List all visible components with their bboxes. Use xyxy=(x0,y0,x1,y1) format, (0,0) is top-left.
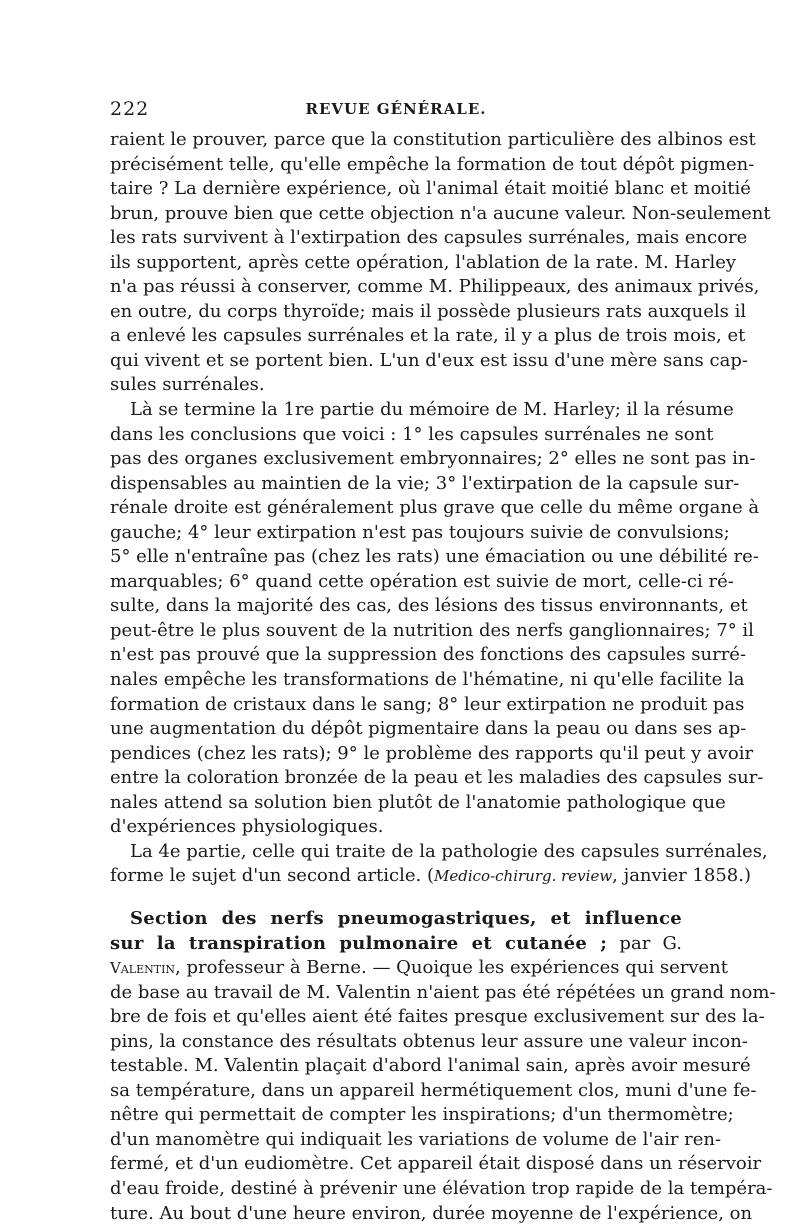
text-line: peut-être le plus souvent de la nutrition des nerfs ganglionnaires; 7° il xyxy=(110,619,754,641)
text-line: dans les conclusions que voici : 1° les capsules surrénales ne sont xyxy=(110,423,714,445)
text-line: en outre, du corps thyroïde; mais il possède plusieurs rats auxquels il xyxy=(110,300,747,322)
text-line: gauche; 4° leur extirpation n'est pas toujours suivie de convulsions; xyxy=(110,521,730,543)
body-text xyxy=(110,128,776,1226)
text-line xyxy=(110,864,751,889)
text-line: d'expériences physiologiques. xyxy=(110,816,384,838)
text-line: n'a pas réussi à conserver, comme M. Philippeaux, des animaux privés, xyxy=(110,276,760,298)
page-header xyxy=(110,98,682,128)
text-line: fermé, et d'un eudiomètre. Cet appareil était disposé dans un réservoir xyxy=(110,1153,762,1175)
text-line: sa température, dans un appareil hermétiquement clos, muni d'une fe- xyxy=(110,1079,757,1101)
text-line: pendices (chez les rats); 9° le problème des rapports qu'il peut y avoir xyxy=(110,742,754,764)
text-line: formation de cristaux dans le sang; 8° leur extirpation ne produit pas xyxy=(110,693,745,715)
text-line: testable. M. Valentin plaçait d'abord l'animal sain, après avoir mesuré xyxy=(110,1055,751,1077)
text-line: rénale droite est généralement plus grave que celle du même organe à xyxy=(110,497,760,519)
author-affiliation: , professeur à Berne. — Quoique les expériences qui servent xyxy=(175,957,728,979)
text-line: ture. Au bout d'une heure environ, durée moyenne de l'expérience, on xyxy=(110,1202,753,1224)
text-line: brun, prouve bien que cette objection n'a aucune valeur. Non-seulement xyxy=(110,202,771,224)
section-valentin xyxy=(110,907,776,1226)
paragraph-continuation xyxy=(110,128,771,398)
text-line: taire ? La dernière expérience, où l'animal était moitié blanc et moitié xyxy=(110,178,751,200)
citation-prefix: forme le sujet d'un second article. ( xyxy=(110,865,434,887)
text-line: les rats survivent à l'extirpation des capsules surrénales, mais encore xyxy=(110,227,748,249)
text-line: sules surrénales. xyxy=(110,374,265,396)
text-line: ils supportent, après cette opération, l'ablation de la rate. M. Harley xyxy=(110,251,737,273)
author-by: par G. xyxy=(607,932,683,954)
text-line xyxy=(110,932,682,957)
journal-name: Medico-chirurg. review xyxy=(434,867,613,886)
section-spacer xyxy=(110,889,682,907)
text-line: marquables; 6° quand cette opération est suivie de mort, celle-ci ré- xyxy=(110,570,734,592)
text-line xyxy=(110,956,728,981)
text-line: pins, la constance des résultats obtenus leur assure une valeur incon- xyxy=(110,1030,748,1052)
text-line: sulte, dans la majorité des cas, des lésions des tissus environnants, et xyxy=(110,595,748,617)
text-line: nêtre qui permettait de compter les inspirations; d'un thermomètre; xyxy=(110,1104,734,1126)
text-line: n'est pas prouvé que la suppression des fonctions des capsules surré- xyxy=(110,644,747,666)
section-title-cont: sur la transpiration pulmonaire et cutanée ; xyxy=(110,932,608,954)
text-line: nales attend sa solution bien plutôt de l'anatomie pathologique que xyxy=(110,791,726,813)
running-title: REVUE GÉNÉRALE. xyxy=(305,100,487,118)
paragraph-part-four xyxy=(110,840,768,889)
text-line: La 4e partie, celle qui traite de la pathologie des capsules surrénales, xyxy=(130,840,768,862)
text-line: raient le prouver, parce que la constitution particulière des albinos est xyxy=(110,129,756,150)
text-line: d'eau froide, destiné à prévenir une élévation trop rapide de la tempéra- xyxy=(110,1177,773,1199)
text-line: qui vivent et se portent bien. L'un d'eux est issu d'une mère sans cap- xyxy=(110,349,748,371)
author-name: Valentin xyxy=(110,959,176,978)
paragraph-conclusions xyxy=(110,398,764,840)
text-line: Là se termine la 1re partie du mémoire de M. Harley; il la résume xyxy=(130,399,734,421)
text-line: dispensables au maintien de la vie; 3° l'extirpation de la capsule sur- xyxy=(110,472,740,494)
text-line: une augmentation du dépôt pigmentaire dans la peau ou dans ses ap- xyxy=(110,718,747,740)
text-line: bre de fois et qu'elles aient été faites presque exclusivement sur des la- xyxy=(110,1006,765,1028)
text-line: a enlevé les capsules surrénales et la rate, il y a plus de trois mois, et xyxy=(110,325,746,347)
citation-date: , janvier 1858.) xyxy=(612,865,751,887)
text-line: précisément telle, qu'elle empêche la formation de tout dépôt pigmen- xyxy=(110,153,755,175)
text-line: nales empêche les transformations de l'hématine, ni qu'elle facilite la xyxy=(110,669,745,691)
section-title: Section des nerfs pneumogastriques, et influence xyxy=(130,907,682,929)
text-line: d'un manomètre qui indiquait les variations de volume de l'air ren- xyxy=(110,1128,722,1150)
text-line: de base au travail de M. Valentin n'aient pas été répétées un grand nom- xyxy=(110,981,776,1003)
text-line: entre la coloration bronzée de la peau et les maladies des capsules sur- xyxy=(110,767,764,789)
text-line: pas des organes exclusivement embryonnaires; 2° elles ne sont pas in- xyxy=(110,448,756,470)
text-line: 5° elle n'entraîne pas (chez les rats) une émaciation ou une débilité re- xyxy=(110,546,759,568)
page-number: 222 xyxy=(110,98,150,120)
